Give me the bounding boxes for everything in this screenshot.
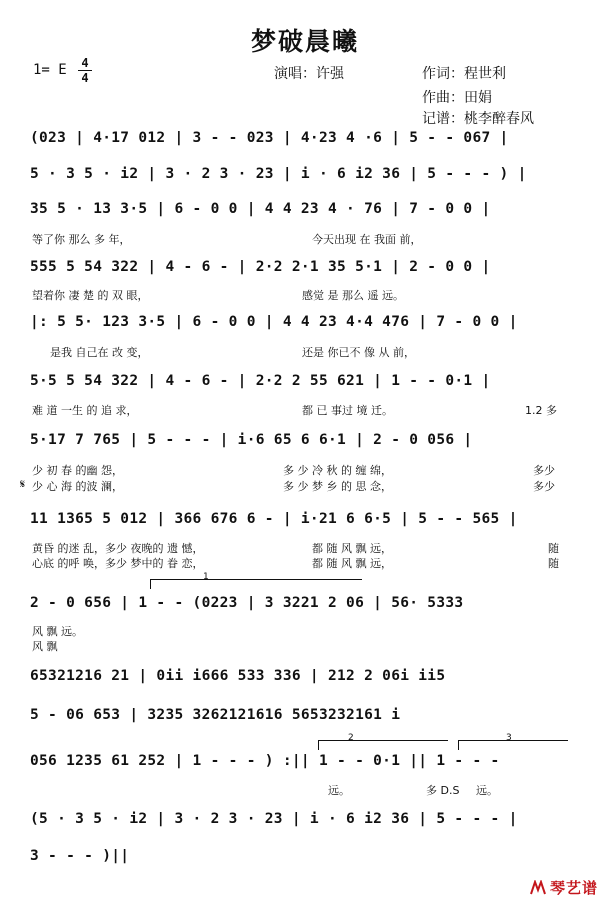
time-signature-top: 4 bbox=[81, 56, 89, 70]
lyric-line-4a: 望着你 凄 楚 的 双 眼， bbox=[32, 289, 149, 302]
score-line-8: 11 1365 5 012 | 366 676 6 - | i·21 6 6·5 | 5 - - 565 | bbox=[30, 511, 518, 527]
lyric-line-7a: 少 初 春 的幽 怨， bbox=[32, 464, 123, 477]
lyric-line-12a: 远。 bbox=[328, 784, 350, 797]
lyric-line-7c-v2: 多少 bbox=[533, 480, 555, 493]
volta-2-number: 2 bbox=[348, 733, 354, 743]
volta-1-bracket bbox=[150, 579, 362, 580]
watermark-logo bbox=[529, 877, 598, 898]
volta-1-tick bbox=[150, 579, 151, 589]
lyric-line-4b: 感觉 是 那么 遥 远。 bbox=[302, 289, 404, 302]
transcriber-credit: 记谱：桃李醉春风 bbox=[422, 111, 534, 127]
lyric-line-5b: 还是 你已不 像 从 前， bbox=[302, 346, 415, 359]
volta-3-number: 3 bbox=[506, 733, 512, 743]
score-line-10: 65321216 21 | 0ii i666 533 336 | 212 2 06i ii5 bbox=[30, 668, 446, 684]
volta-1-number: 1 bbox=[203, 572, 209, 582]
key-signature: 1= E bbox=[33, 62, 67, 78]
lyric-line-8a: 黄昏 的迷 乱，多少 夜晚的 遗 憾， bbox=[32, 542, 204, 555]
score-line-12: 056 1235 61 252 | 1 - - - ) :|| 1 - - 0·1 || 1 - - - bbox=[30, 753, 500, 769]
score-line-1: (023 | 4·17 012 | 3 - - 023 | 4·23 4 ·6 | 5 - - 067 | bbox=[30, 130, 509, 146]
singer-credit: 演唱：许强 bbox=[274, 66, 344, 82]
score-line-5: |: 5 5· 123 3·5 | 6 - 0 0 | 4 4 23 4·4 476 | 7 - 0 0 | bbox=[30, 314, 518, 330]
volta-3-bracket bbox=[458, 740, 568, 741]
lyric-line-12b: 多 D.S bbox=[426, 784, 460, 797]
score-line-13: (5 · 3 5 · i2 | 3 · 2 3 · 23 | i · 6 i2 36 | 5 - - - | bbox=[30, 811, 518, 827]
score-line-14: 3 - - - )|| bbox=[30, 848, 130, 864]
lyric-line-9a: 风 飘 远。 bbox=[32, 625, 83, 638]
lyricist-credit: 作词：程世利 bbox=[422, 66, 506, 82]
score-line-3: 35 5 · 13 3·5 | 6 - 0 0 | 4 4 23 4 · 76 | 7 - 0 0 | bbox=[30, 201, 491, 217]
time-signature bbox=[78, 57, 92, 84]
lyric-line-7b: 多 少 冷 秋 的 缠 绵， bbox=[283, 464, 392, 477]
time-signature-bottom: 4 bbox=[81, 71, 89, 85]
lyric-line-7b-v2: 多 少 梦 乡 的 思 念， bbox=[283, 480, 392, 493]
lyric-line-12c: 远。 bbox=[476, 784, 498, 797]
score-line-9: 2 - 0 656 | 1 - - (0223 | 3 3221 2 06 | 56· 5333 bbox=[30, 595, 464, 611]
segno-mark: 𝄋 bbox=[20, 477, 26, 491]
lyric-line-6a: 难 道 一生 的 追 求， bbox=[32, 404, 138, 417]
lyric-line-8b: 都 随 风 飘 远， bbox=[312, 542, 392, 555]
lyric-line-9a-v2: 风 飘 bbox=[32, 640, 58, 653]
volta-3-tick bbox=[458, 740, 459, 750]
score-line-11: 5 - 06 653 | 3235 3262121616 5653232161 i bbox=[30, 707, 401, 723]
score-line-7: 5·17 7 765 | 5 - - - | i·6 65 6 6·1 | 2 - 0 056 | bbox=[30, 432, 473, 448]
lyric-line-7c: 多少 bbox=[533, 464, 555, 477]
lyric-line-3a: 等了你 那么 多 年， bbox=[32, 233, 131, 246]
page-title: 梦破晨曦 bbox=[250, 27, 359, 56]
volta-2-tick bbox=[318, 740, 319, 750]
logo-icon bbox=[529, 880, 547, 896]
watermark-text: 琴艺谱 bbox=[549, 879, 598, 897]
score-line-6: 5·5 5 54 322 | 4 - 6 - | 2·2 2 55 621 | 1 - - 0·1 | bbox=[30, 373, 491, 389]
volta-2-bracket bbox=[318, 740, 448, 741]
lyric-line-8c-v2: 随 bbox=[548, 557, 559, 570]
lyric-line-6b: 都 已 事过 境 迁。 bbox=[302, 404, 393, 417]
composer-credit: 作曲：田娟 bbox=[422, 90, 492, 106]
lyric-line-3b: 今天出现 在 我面 前， bbox=[312, 233, 422, 246]
lyric-line-8c: 随 bbox=[548, 542, 559, 555]
score-line-2: 5 · 3 5 · i2 | 3 · 2 3 · 23 | i · 6 i2 36 | 5 - - - ) | bbox=[30, 166, 527, 182]
verse-marker: 1.2 多 bbox=[525, 404, 557, 417]
lyric-line-7a-v2: 少 心 海 的波 澜， bbox=[32, 480, 123, 493]
lyric-line-5a: 是我 自己在 改 变， bbox=[50, 346, 149, 359]
lyric-line-8b-v2: 都 随 风 飘 远， bbox=[312, 557, 392, 570]
score-line-4: 555 5 54 322 | 4 - 6 - | 2·2 2·1 35 5·1 | 2 - 0 0 | bbox=[30, 259, 491, 275]
lyric-line-8a-v2: 心底 的呼 唤，多少 梦中的 眷 恋， bbox=[32, 557, 204, 570]
